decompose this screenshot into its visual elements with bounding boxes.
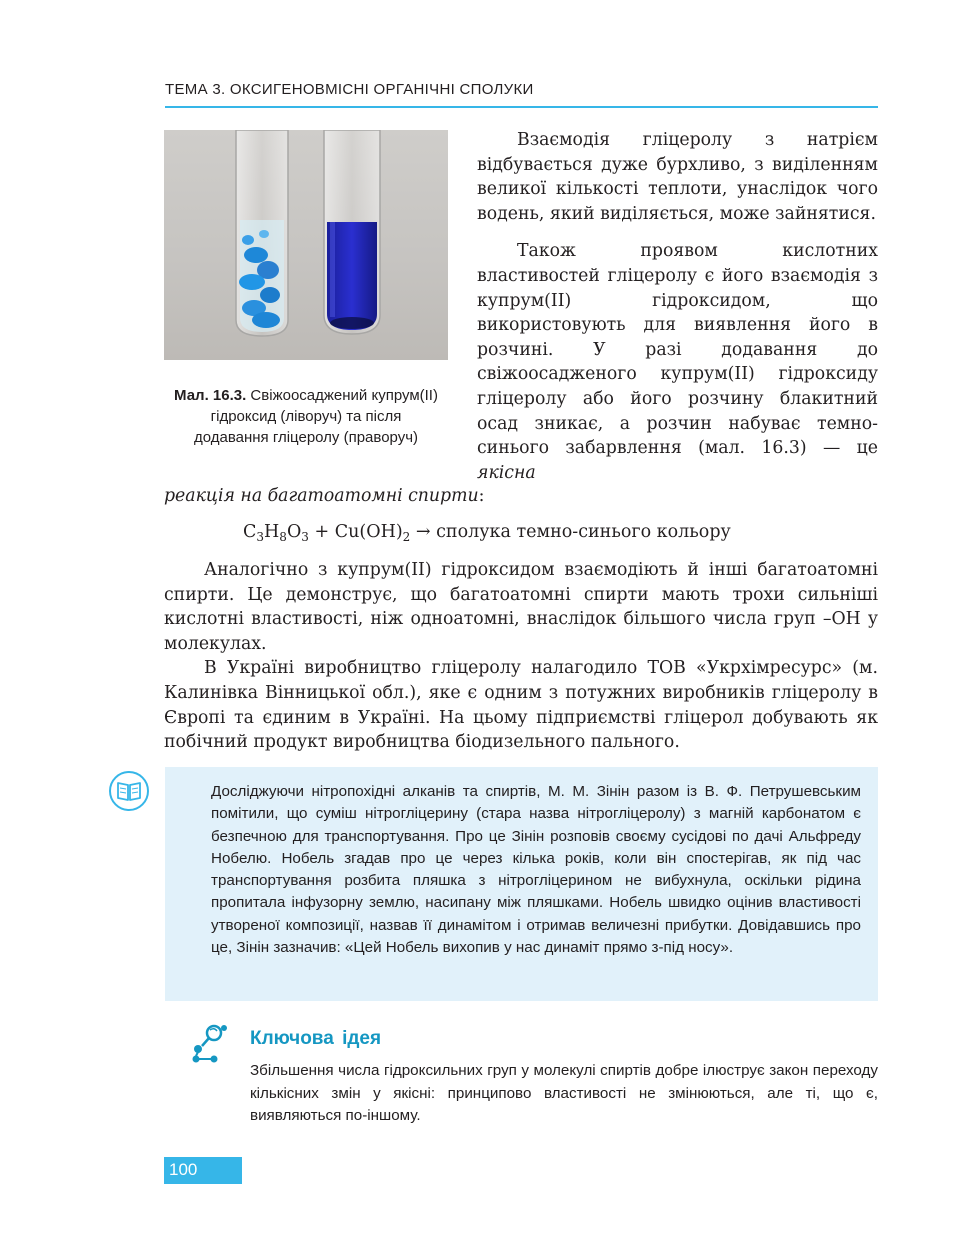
reaction-line [164, 484, 878, 509]
paragraph-copper-test [477, 239, 878, 485]
right-column-text [477, 128, 878, 485]
paragraph-sodium: Взаємодія гліцеролу з натрієм відбувається дуже бурхливо, з виділенням великої кількості теплоти, унаслідок чого водень, який виділяється, може зайнятися. [477, 130, 878, 224]
caption-text: Свіжоосаджений купрум(ІІ) гідроксид (ліворуч) та після додавання гліцеролу (праворуч) [193, 387, 438, 446]
figure-caption [172, 385, 440, 448]
test-tubes-illustration [164, 130, 448, 360]
test-tubes-photo [164, 130, 448, 360]
qualitative-term: якісна [477, 462, 536, 483]
key-idea-icon [188, 1022, 234, 1064]
body-text-lower [164, 558, 878, 755]
page-number: 100 [169, 1160, 198, 1179]
paragraph-production: В Україні виробництво гліцеролу налагодило ТОВ «Укрхімресурс» (м. Калинівка Вінницької обл.), яке є одним з потужних виробників гліцеролу в Європі та єдиним в Україні. На цьому підприємстві гліцерол добувають як побічний продукт виробництва біодизельного пального. [164, 658, 878, 753]
reaction-colon: : [478, 486, 485, 506]
page-header [165, 78, 878, 108]
reaction-term: реакція на багатоатомні спирти [164, 486, 479, 506]
paragraph-copper-test-text: Також проявом кислотних властивостей гліцеролу є його взаємодія з купрум(ІІ) гідроксидом, що використовують для виявлення його в розчині. У разі додавання до свіжоосадженого купрум(ІІ) гідроксиду гліцеролу або його розчину блакитний осад зникає, а розчин набуває темно-синього забарвлення (мал. 16.3) — це [477, 241, 878, 459]
open-book-icon [108, 770, 150, 812]
key-idea-text: Збільшення числа гідроксильних груп у молекулі спиртів добре ілюструє закон переходу кількісних змін у якісні: принципово властивості не змінюються, але ті, що є, виявляються по-іншому. [250, 1062, 878, 1124]
paragraph-polyhydric: Аналогічно з купрум(ІІ) гідроксидом взаємодіють й інші багатоатомні спирти. Це демонструє, що багатоатомні спирти мають трохи сильніші кислотні властивості, ніж одноатомні, внаслідок більшого числа груп –ОН у молекулах. [164, 560, 878, 654]
key-idea-title: Ключова ідея [250, 1028, 382, 1049]
page-number-badge [164, 1157, 242, 1184]
caption-label: Мал. 16.3. [174, 387, 247, 404]
header-title: ТЕМА 3. ОКСИГЕНОВМІСНІ ОРГАНІЧНІ СПОЛУКИ [165, 81, 534, 98]
info-box-text: Досліджуючи нітропохідні алканів та спиртів, М. М. Зінін разом із В. Ф. Петрушевським помітили, що суміш нітрогліцерину (стара назва нітрогліцеролу) з магній карбонатом є безпечною для транспортування. Про це Зінін розповів своєму сусідові по дачі Альфреду Нобелю. Нобель згадав про це через кілька років, коли він спостерігав, як під час транспортування розбита пляшка з нітрогліцерином не вибухнула, оскільки рідина пропитала інфузорну землю, насипану між пляшками. Нобель швидко оцінив властивості утвореної композиції, назвав її динамітом і отримав величезні прибутки. Довідавшись про це, Зінін зазначив: «Цей Нобель вихопив у нас динаміт прямо з-під носу». [211, 783, 861, 957]
reaction-equation: $C_3H_8O_3 + Cu(OH)_2$ → сполука темно-синього кольору [243, 522, 731, 544]
